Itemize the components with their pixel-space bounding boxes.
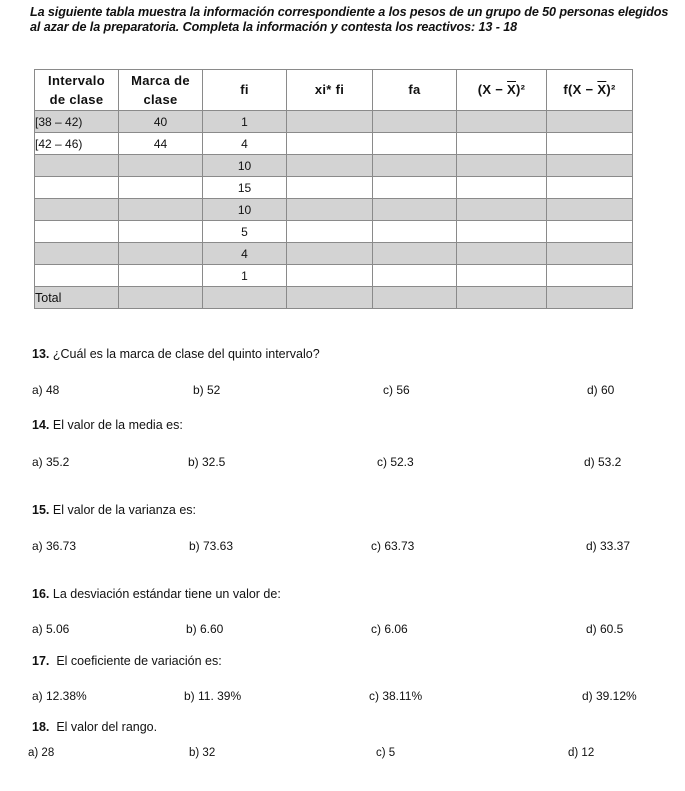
cell-fa [373, 221, 457, 243]
header-marca-line1: Marca de [131, 73, 190, 88]
cell-fdev-sq [547, 265, 633, 287]
q15-option-b[interactable]: b) 73.63 [189, 539, 234, 553]
cell-fa [373, 199, 457, 221]
header-marca-line2: clase [143, 92, 178, 107]
q15-option-a[interactable]: a) 36.73 [32, 539, 77, 553]
q13-option-c[interactable]: c) 56 [383, 383, 410, 397]
cell-fa [373, 177, 457, 199]
total-marca [119, 287, 203, 309]
cell-dev-sq [457, 265, 547, 287]
header-marca [119, 70, 203, 111]
cell-xifi [287, 177, 373, 199]
header-intervalo-line2: de clase [49, 92, 104, 107]
question-number: 13. [32, 347, 50, 361]
cell-dev-sq [457, 199, 547, 221]
question-17 [32, 654, 222, 668]
q13-option-b[interactable]: b) 52 [193, 383, 221, 397]
cell-fdev-sq [547, 177, 633, 199]
header-fdev-sq-bar: $\overline{X}$ [597, 82, 607, 97]
question-18 [32, 720, 157, 734]
question-text: La desviación estándar tiene un valor de: [52, 587, 281, 601]
cell-marca [119, 177, 203, 199]
cell-fa [373, 243, 457, 265]
cell-marca: 40 [119, 111, 203, 133]
q15-option-c[interactable]: c) 63.73 [371, 539, 415, 553]
cell-xifi [287, 199, 373, 221]
q17-option-b[interactable]: b) 11. 39% [184, 689, 242, 703]
cell-intervalo [35, 243, 119, 265]
table-total-row [35, 287, 633, 309]
cell-xifi [287, 265, 373, 287]
q15-option-d[interactable]: d) 33.37 [586, 539, 631, 553]
cell-fi: 4 [203, 243, 287, 265]
question-13 [32, 347, 320, 361]
cell-fa [373, 155, 457, 177]
cell-marca [119, 199, 203, 221]
q18-option-d[interactable]: d) 12 [568, 747, 595, 759]
table-row [35, 199, 633, 221]
cell-dev-sq [457, 243, 547, 265]
header-intervalo-line1: Intervalo [48, 73, 105, 88]
table-row [35, 221, 633, 243]
q18-option-a[interactable]: a) 28 [28, 747, 55, 759]
table-row [35, 243, 633, 265]
question-number: 17. [32, 654, 50, 668]
cell-intervalo [35, 265, 119, 287]
q13-option-d[interactable]: d) 60 [587, 383, 615, 397]
table-header-row [35, 70, 633, 111]
cell-fi: 1 [203, 265, 287, 287]
question-number: 15. [32, 503, 50, 517]
cell-intervalo [35, 155, 119, 177]
q17-option-c[interactable]: c) 38.11% [369, 689, 423, 703]
q16-option-d[interactable]: d) 60.5 [586, 622, 624, 636]
cell-fdev-sq [547, 221, 633, 243]
question-text: El coeficiente de variación es: [56, 654, 222, 668]
header-fdev-sq-pre: f(X − [563, 82, 598, 97]
total-fi [203, 287, 287, 309]
cell-fdev-sq [547, 199, 633, 221]
cell-dev-sq [457, 155, 547, 177]
cell-intervalo: [42 – 46) [35, 133, 119, 155]
cell-fa [373, 265, 457, 287]
cell-fi: 5 [203, 221, 287, 243]
cell-fdev-sq [547, 111, 633, 133]
cell-marca [119, 221, 203, 243]
cell-fi: 10 [203, 199, 287, 221]
cell-intervalo [35, 177, 119, 199]
header-fa: fa [373, 70, 457, 111]
question-number: 18. [32, 720, 50, 734]
header-dev-sq-post: )² [516, 82, 526, 97]
cell-marca [119, 265, 203, 287]
cell-dev-sq [457, 221, 547, 243]
q18-option-b[interactable]: b) 32 [189, 747, 216, 759]
question-number: 16. [32, 587, 50, 601]
cell-xifi [287, 133, 373, 155]
header-intervalo [35, 70, 119, 111]
cell-xifi [287, 221, 373, 243]
header-dev-sq-pre: (X − [477, 82, 508, 97]
header-fdev-sq-post: )² [606, 82, 616, 97]
cell-marca: 44 [119, 133, 203, 155]
cell-fi: 15 [203, 177, 287, 199]
question-16 [32, 587, 281, 601]
q18-option-c[interactable]: c) 5 [376, 747, 396, 759]
cell-fi: 4 [203, 133, 287, 155]
table-row [35, 133, 633, 155]
total-fa [373, 287, 457, 309]
header-dev-sq [457, 70, 547, 111]
cell-fdev-sq [547, 133, 633, 155]
table-row [35, 265, 633, 287]
question-14 [32, 418, 183, 432]
instructions-text: La siguiente tabla muestra la información correspondiente a los pesos de un grupo de 50 personas elegidos al azar de la preparatoria. Completa la información y contesta los reactivos: 13 - 18 [30, 5, 669, 34]
cell-fa [373, 133, 457, 155]
question-text: El valor de la varianza es: [52, 503, 197, 517]
total-label: Total [35, 287, 119, 309]
q17-option-d[interactable]: d) 39.12% [582, 689, 637, 703]
header-fi: fi [203, 70, 287, 111]
q14-option-d[interactable]: d) 53.2 [584, 455, 622, 469]
q13-option-a[interactable]: a) 48 [32, 383, 60, 397]
cell-xifi [287, 243, 373, 265]
question-text: El valor de la media es: [52, 418, 183, 432]
q14-option-b[interactable]: b) 32.5 [188, 455, 226, 469]
header-fdev-sq [547, 70, 633, 111]
table-row [35, 177, 633, 199]
q16-option-b[interactable]: b) 6.60 [186, 622, 224, 636]
cell-intervalo [35, 221, 119, 243]
cell-fa [373, 111, 457, 133]
cell-fdev-sq [547, 155, 633, 177]
cell-intervalo: [38 – 42) [35, 111, 119, 133]
header-xifi: xi* fi [287, 70, 373, 111]
total-xifi [287, 287, 373, 309]
cell-fi: 10 [203, 155, 287, 177]
cell-intervalo [35, 199, 119, 221]
frequency-table [34, 69, 633, 309]
cell-marca [119, 155, 203, 177]
table-row [35, 111, 633, 133]
table-row [35, 155, 633, 177]
cell-xifi [287, 111, 373, 133]
cell-xifi [287, 155, 373, 177]
q16-option-c[interactable]: c) 6.06 [371, 622, 408, 636]
question-number: 14. [32, 418, 50, 432]
header-dev-sq-bar: $\overline{X}$ [507, 82, 517, 97]
question-text: El valor del rango. [56, 720, 158, 734]
cell-dev-sq [457, 133, 547, 155]
total-fdev-sq [547, 287, 633, 309]
question-text: ¿Cuál es la marca de clase del quinto intervalo? [52, 347, 320, 361]
question-15 [32, 503, 196, 517]
cell-fi: 1 [203, 111, 287, 133]
cell-dev-sq [457, 111, 547, 133]
cell-fdev-sq [547, 243, 633, 265]
cell-marca [119, 243, 203, 265]
q14-option-c[interactable]: c) 52.3 [377, 455, 414, 469]
total-dev-sq [457, 287, 547, 309]
cell-dev-sq [457, 177, 547, 199]
q17-option-a[interactable]: a) 12.38% [32, 689, 87, 703]
q16-option-a[interactable]: a) 5.06 [32, 622, 70, 636]
q14-option-a[interactable]: a) 35.2 [32, 455, 70, 469]
